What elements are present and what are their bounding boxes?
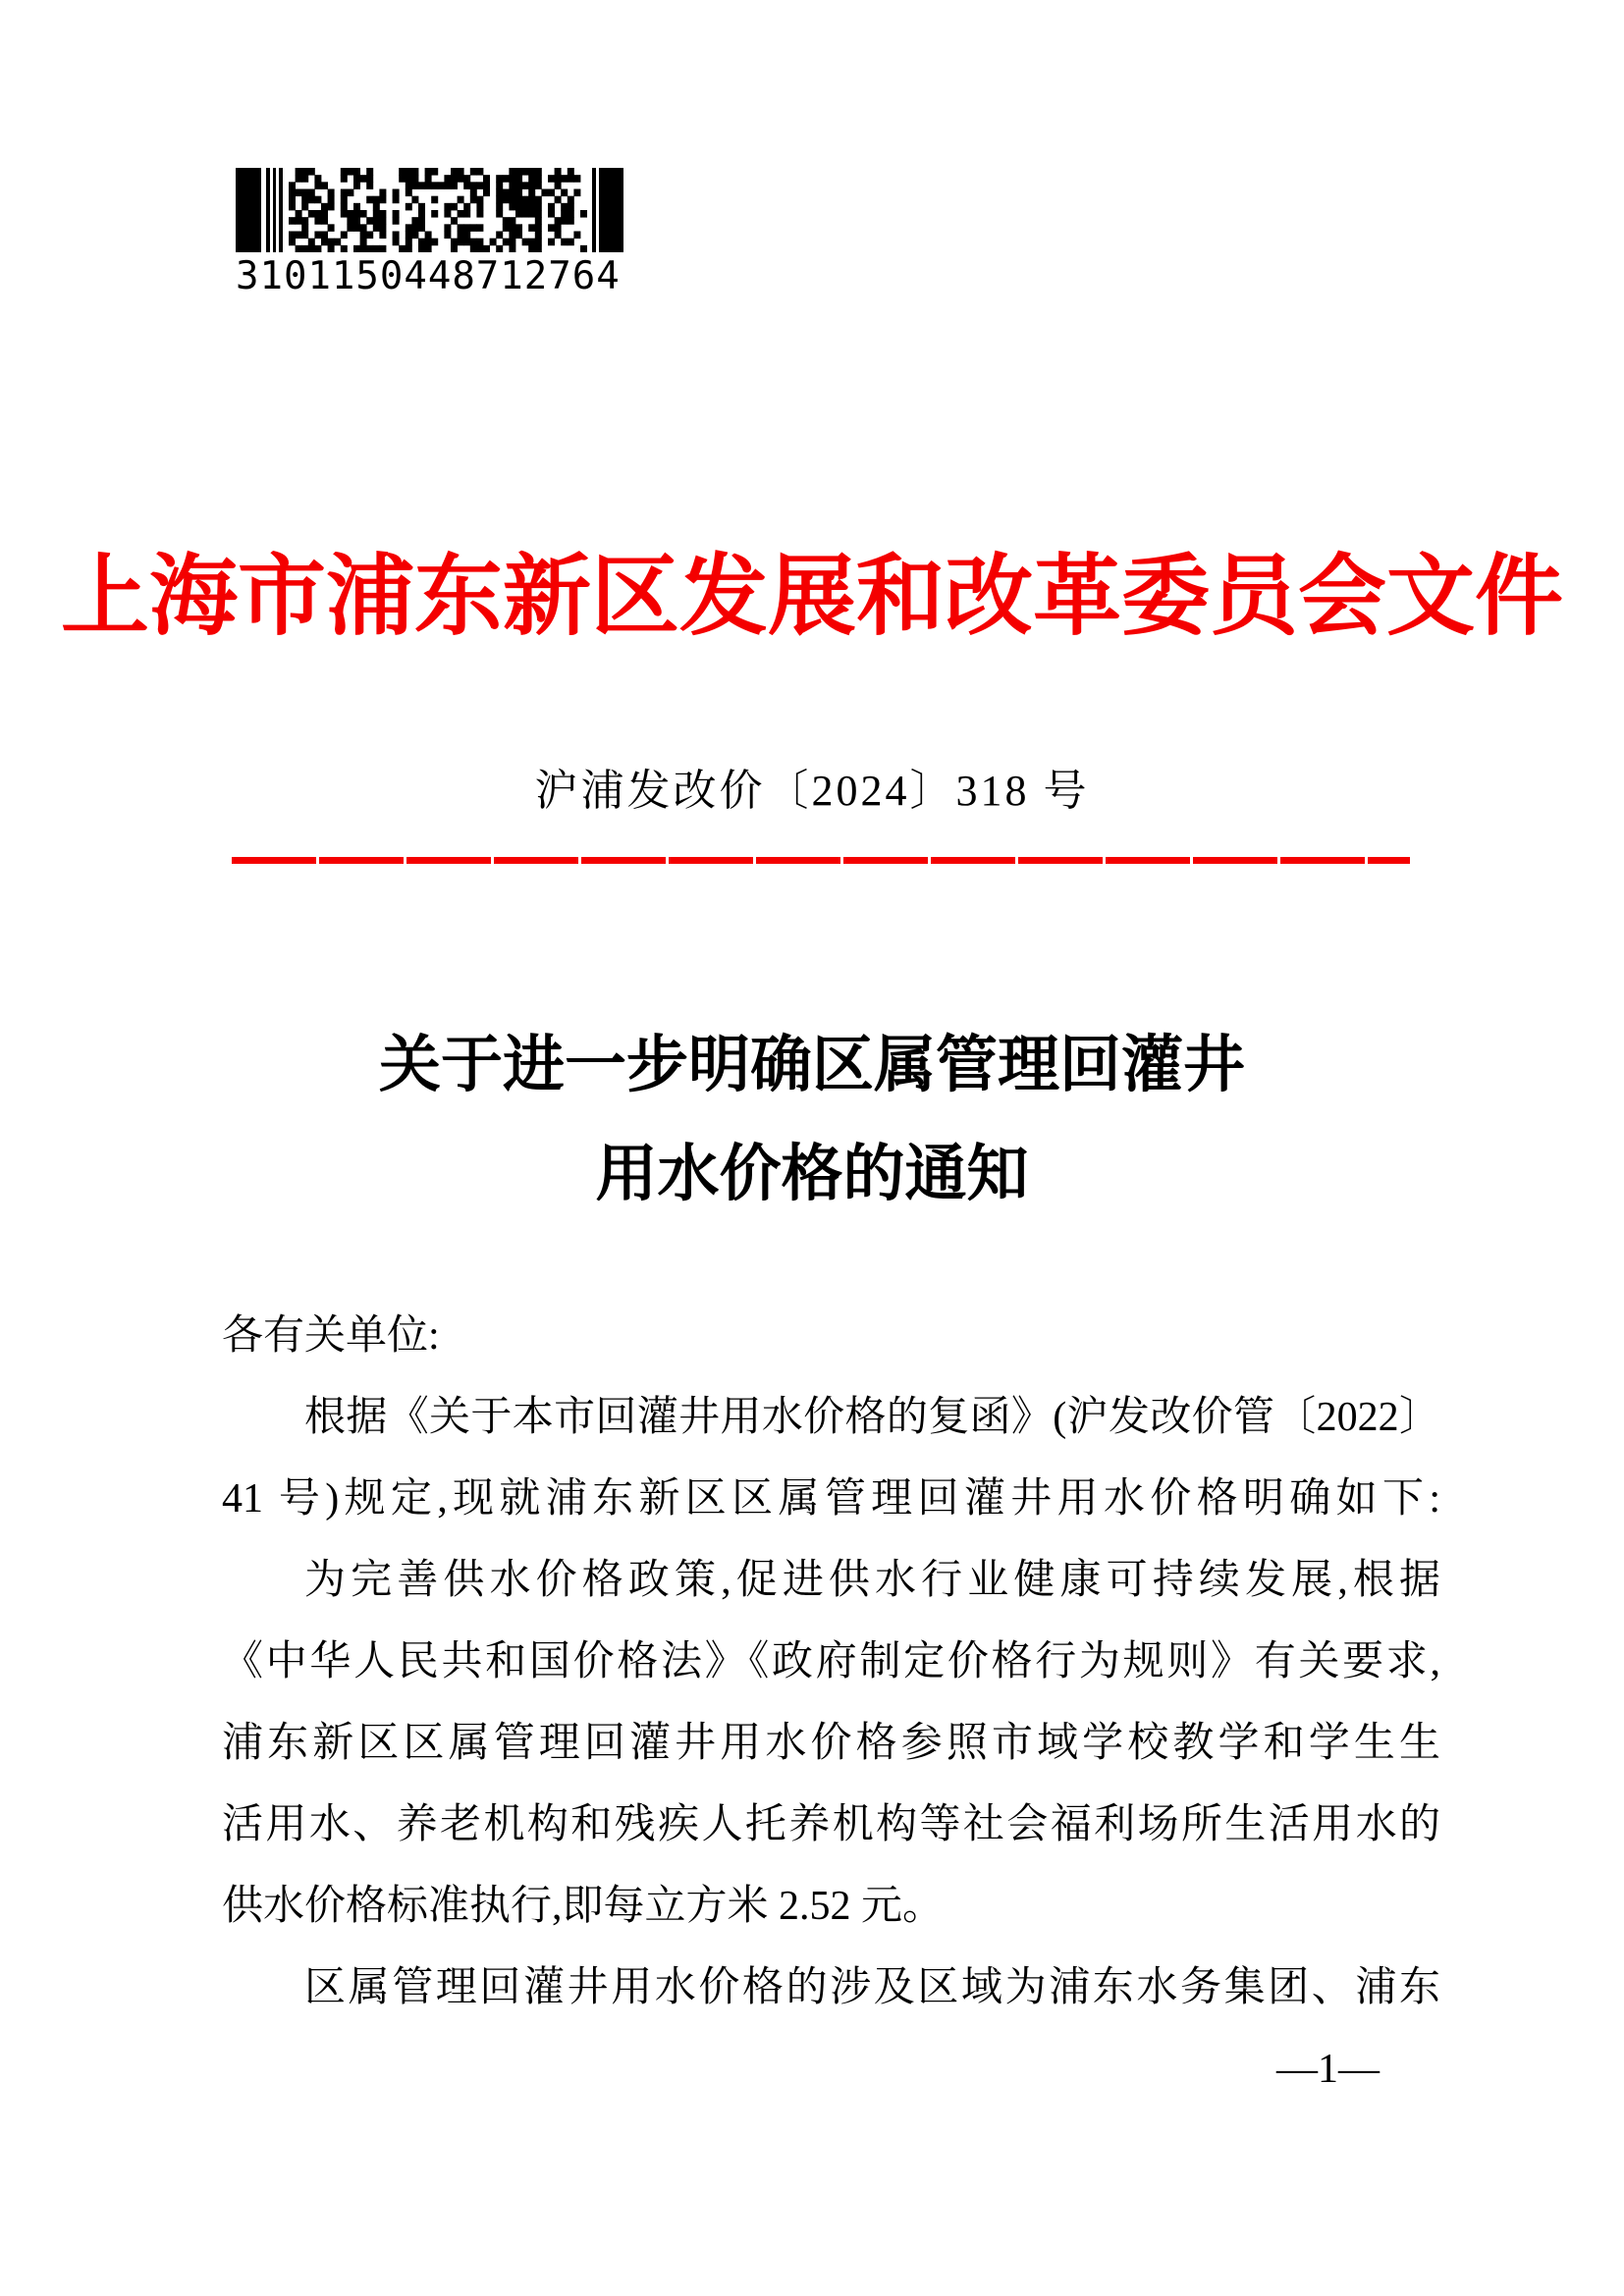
notice-title-line2: 用水价格的通知 [595,1140,1029,1208]
body-line: 区属管理回灌井用水价格的涉及区域为浦东水务集团、浦东 [304,1965,1440,2010]
body-line: 浦东新区区属管理回灌井用水价格参照市域学校教学和学生生 [222,1721,1440,1766]
body-line: 各有关单位: [222,1313,440,1359]
page-number: —1— [1276,2047,1380,2092]
doc-number: 沪浦发改价〔2024〕318 号 [534,767,1090,815]
body-line: 根据《关于本市回灌井用水价格的复函》(沪发改价管〔2022〕 [304,1395,1440,1440]
body-line: 供水价格标准执行,即每立方米 2.52 元。 [222,1884,945,1929]
body-line: 为完善供水价格政策,促进供水行业健康可持续发展,根据 [304,1558,1440,1603]
barcode-block [236,168,628,298]
notice-title-line1: 关于进一步明确区属管理回灌井 [379,1031,1245,1099]
barcode-image [236,168,623,252]
notice-title [0,1011,1624,1229]
red-divider-rule [232,857,1410,864]
body-line: 活用水、养老机构和残疾人托养机构等社会福利场所生活用水的 [222,1802,1440,1847]
org-header-title: 上海市浦东新区发展和改革委员会文件 [61,549,1563,646]
body-text [222,1296,1440,2029]
barcode-number: 3101150448712764 [236,254,621,298]
body-line: 《中华人民共和国价格法》《政府制定价格行为规则》有关要求, [222,1639,1440,1684]
body-line: 41 号)规定,现就浦东新区区属管理回灌井用水价格明确如下: [222,1476,1440,1522]
